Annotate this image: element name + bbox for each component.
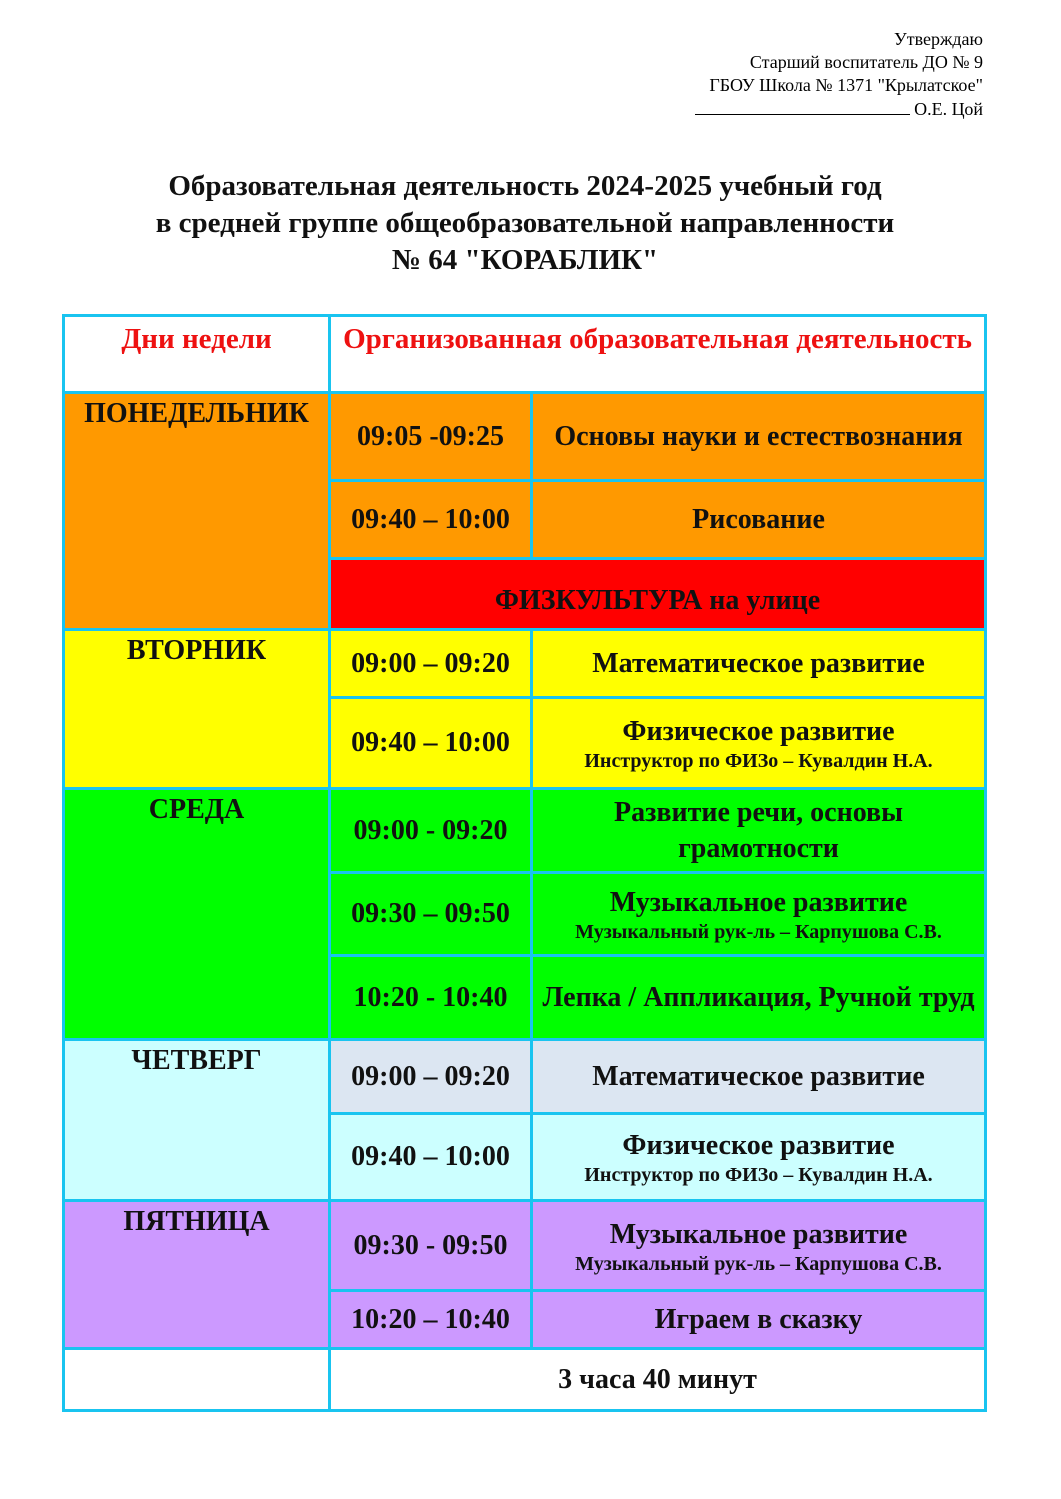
total-cell: 3 часа 40 минут <box>330 1349 986 1411</box>
activity-cell: Играем в сказку <box>532 1291 986 1349</box>
header-row <box>64 316 986 393</box>
header-activity: Организованная образовательная деятельность <box>330 316 986 393</box>
time-cell: 09:30 - 09:50 <box>330 1201 532 1291</box>
table-row <box>64 393 986 481</box>
table-row <box>64 1040 986 1114</box>
approval-block <box>695 28 983 121</box>
document-title <box>60 168 990 279</box>
activity-cell: Математическое развитие <box>532 1040 986 1114</box>
signer-name: О.Е. Цой <box>914 99 983 119</box>
time-cell: 09:30 – 09:50 <box>330 873 532 956</box>
activity-cell <box>532 1114 986 1201</box>
time-cell: 09:40 – 10:00 <box>330 698 532 789</box>
instructor-note: Музыкальный рук-ль – Карпушова С.В. <box>575 1252 942 1275</box>
approver-position: Старший воспитатель ДО № 9 <box>749 52 983 72</box>
header-days: Дни недели <box>64 316 330 393</box>
approval-label: Утверждаю <box>893 29 983 49</box>
day-monday: ПОНЕДЕЛЬНИК <box>64 393 330 630</box>
day-tuesday: ВТОРНИК <box>64 630 330 789</box>
time-cell: 09:00 – 09:20 <box>330 1040 532 1114</box>
time-cell: 09:05 -09:25 <box>330 393 532 481</box>
activity-name: Музыкальное развитие <box>609 1218 908 1250</box>
time-cell: 10:20 - 10:40 <box>330 956 532 1040</box>
activity-name: Музыкальное развитие <box>609 887 908 918</box>
activity-cell <box>532 873 986 956</box>
activity-cell: Развитие речи, основы грамотности <box>532 789 986 873</box>
day-wednesday: СРЕДА <box>64 789 330 1040</box>
activity-cell <box>532 1201 986 1291</box>
time-cell: 09:00 - 09:20 <box>330 789 532 873</box>
day-friday: ПЯТНИЦА <box>64 1201 330 1349</box>
instructor-note: Инструктор по ФИЗо – Кувалдин Н.А. <box>584 1164 933 1186</box>
activity-cell: Основы науки и естествознания <box>532 393 986 481</box>
table-row <box>64 1201 986 1291</box>
activity-cell: Рисование <box>532 481 986 559</box>
activity-name: Физическое развитие <box>622 1130 895 1161</box>
instructor-note: Музыкальный рук-ль – Карпушова С.В. <box>575 921 942 943</box>
total-row <box>64 1349 986 1411</box>
title-line: № 64 "КОРАБЛИК" <box>391 244 659 276</box>
signature-line <box>695 97 983 121</box>
activity-cell: Математическое развитие <box>532 630 986 698</box>
title-line: Образовательная деятельность 2024-2025 учебный год <box>168 170 882 202</box>
outdoor-pe-cell: ФИЗКУЛЬТУРА на улице <box>330 559 986 630</box>
time-cell: 09:40 – 10:00 <box>330 1114 532 1201</box>
total-empty-cell <box>64 1349 330 1411</box>
signature-blank <box>695 97 910 115</box>
activity-cell: Лепка / Аппликация, Ручной труд <box>532 956 986 1040</box>
activity-cell <box>532 698 986 789</box>
day-thursday: ЧЕТВЕРГ <box>64 1040 330 1201</box>
time-cell: 09:40 – 10:00 <box>330 481 532 559</box>
table-row <box>64 789 986 873</box>
time-cell: 10:20 – 10:40 <box>330 1291 532 1349</box>
table-row <box>64 630 986 698</box>
instructor-note: Инструктор по ФИЗо – Кувалдин Н.А. <box>584 750 933 772</box>
activity-name: Физическое развитие <box>622 716 895 747</box>
approver-organization: ГБОУ Школа № 1371 "Крылатское" <box>709 75 983 95</box>
title-line: в средней группе общеобразовательной направленности <box>155 207 895 239</box>
schedule-table <box>62 314 987 1412</box>
time-cell: 09:00 – 09:20 <box>330 630 532 698</box>
